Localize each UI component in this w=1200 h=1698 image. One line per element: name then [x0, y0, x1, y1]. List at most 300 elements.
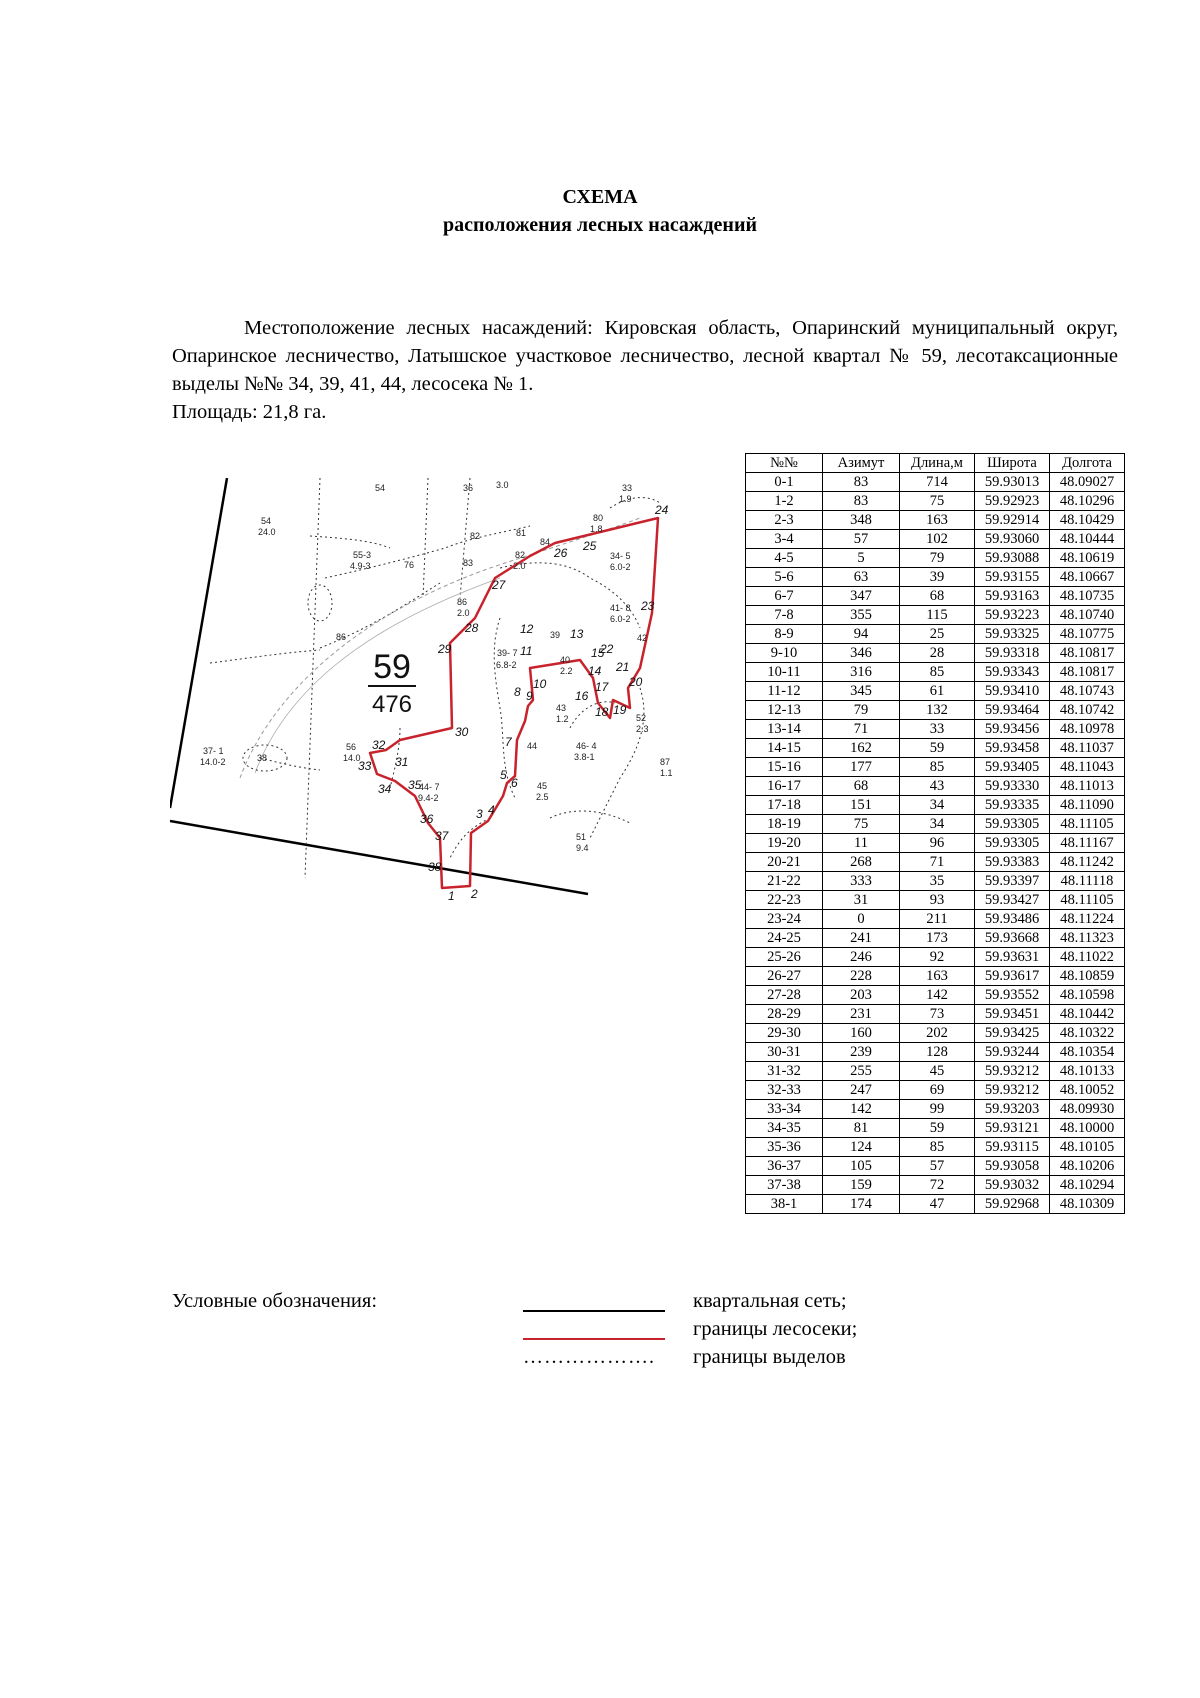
col-header-azimuth: Азимут [823, 454, 900, 473]
table-cell: 48.10817 [1050, 663, 1125, 682]
plot-label: 40 [560, 655, 571, 665]
plot-labels [200, 480, 673, 853]
plot-label: 46- 4 [576, 741, 597, 751]
table-row [746, 1081, 1125, 1100]
table-row [746, 473, 1125, 492]
plot-label: 76 [404, 560, 415, 570]
table-cell: 48.11022 [1050, 948, 1125, 967]
table-row [746, 758, 1125, 777]
table-cell: 48.10735 [1050, 587, 1125, 606]
table-cell: 57 [823, 530, 900, 549]
table-cell: 59.93223 [975, 606, 1050, 625]
legend-sample-black-line [523, 1310, 665, 1312]
table-cell: 48.11118 [1050, 872, 1125, 891]
table-cell: 59.93330 [975, 777, 1050, 796]
point-label: 12 [520, 622, 534, 636]
table-row [746, 777, 1125, 796]
table-cell: 151 [823, 796, 900, 815]
table-cell: 142 [823, 1100, 900, 1119]
table-cell: 59.93617 [975, 967, 1050, 986]
point-label: 33 [358, 759, 372, 773]
coordinates-table [745, 453, 1125, 1214]
table-cell: 48.10309 [1050, 1195, 1125, 1214]
table-cell: 5-6 [746, 568, 823, 587]
table-cell: 9-10 [746, 644, 823, 663]
plot-label: 33 [622, 483, 633, 493]
table-cell: 59.93486 [975, 910, 1050, 929]
table-cell: 48.10322 [1050, 1024, 1125, 1043]
table-cell: 333 [823, 872, 900, 891]
table-cell: 37-38 [746, 1176, 823, 1195]
point-label: 3 [476, 807, 483, 821]
table-row [746, 644, 1125, 663]
table-cell: 59.93397 [975, 872, 1050, 891]
table-cell: 59.93668 [975, 929, 1050, 948]
table-row [746, 796, 1125, 815]
table-cell: 102 [900, 530, 975, 549]
plot-label: 54 [261, 516, 272, 526]
table-cell: 28 [900, 644, 975, 663]
table-row [746, 1100, 1125, 1119]
table-cell: 2-3 [746, 511, 823, 530]
plot-label: 4.9-3 [350, 561, 371, 571]
table-cell: 68 [900, 587, 975, 606]
table-cell: 124 [823, 1138, 900, 1157]
table-cell: 13-14 [746, 720, 823, 739]
table-row [746, 834, 1125, 853]
point-label: 29 [438, 642, 452, 656]
doc-subtitle: расположения лесных насаждений [442, 214, 758, 236]
table-row [746, 530, 1125, 549]
table-cell: 11-12 [746, 682, 823, 701]
point-label: 8 [514, 685, 521, 699]
table-cell: 59.93456 [975, 720, 1050, 739]
legend-sample-red-line [523, 1338, 665, 1340]
point-label: 6 [511, 776, 518, 790]
col-header-number: №№ [746, 454, 823, 473]
table-header-row [746, 454, 1125, 473]
point-label: 13 [570, 627, 584, 641]
table-cell: 48.10294 [1050, 1176, 1125, 1195]
table-cell: 48.10354 [1050, 1043, 1125, 1062]
legend-title: Условные обозначения: [172, 1290, 378, 1312]
point-label: 21 [616, 660, 630, 674]
table-cell: 26-27 [746, 967, 823, 986]
point-label: 25 [583, 539, 597, 553]
table-cell: 12-13 [746, 701, 823, 720]
point-label: 34 [378, 782, 392, 796]
plot-label: 55-3 [353, 550, 372, 560]
table-cell: 11 [823, 834, 900, 853]
table-cell: 255 [823, 1062, 900, 1081]
table-cell: 38-1 [746, 1195, 823, 1214]
table-cell: 7-8 [746, 606, 823, 625]
point-label: 5 [500, 768, 507, 782]
table-cell: 5 [823, 549, 900, 568]
table-cell: 59.93305 [975, 834, 1050, 853]
table-cell: 163 [900, 967, 975, 986]
point-label: 10 [533, 677, 547, 691]
table-cell: 59.93325 [975, 625, 1050, 644]
table-cell: 59.93631 [975, 948, 1050, 967]
table-cell: 30-31 [746, 1043, 823, 1062]
point-label: 18 [595, 705, 609, 719]
table-cell: 48.11037 [1050, 739, 1125, 758]
table-cell: 85 [900, 758, 975, 777]
table-cell: 31-32 [746, 1062, 823, 1081]
table-cell: 48.09930 [1050, 1100, 1125, 1119]
table-cell: 48.09027 [1050, 473, 1125, 492]
col-header-latitude: Широта [975, 454, 1050, 473]
table-cell: 31 [823, 891, 900, 910]
table-cell: 48.10206 [1050, 1157, 1125, 1176]
table-cell: 48.11090 [1050, 796, 1125, 815]
point-label: 32 [372, 738, 386, 752]
plot-label: 1.2 [556, 714, 569, 724]
table-cell: 59 [900, 1119, 975, 1138]
table-cell: 25 [900, 625, 975, 644]
table-cell: 239 [823, 1043, 900, 1062]
table-cell: 79 [900, 549, 975, 568]
plot-label: 86 [336, 632, 347, 642]
table-row [746, 1157, 1125, 1176]
table-row [746, 948, 1125, 967]
table-cell: 18-19 [746, 815, 823, 834]
table-cell: 3-4 [746, 530, 823, 549]
table-cell: 132 [900, 701, 975, 720]
table-cell: 72 [900, 1176, 975, 1195]
table-cell: 79 [823, 701, 900, 720]
table-cell: 59.93013 [975, 473, 1050, 492]
table-cell: 48.10052 [1050, 1081, 1125, 1100]
table-cell: 0 [823, 910, 900, 929]
point-label: 1 [448, 889, 455, 903]
table-cell: 25-26 [746, 948, 823, 967]
table-row [746, 682, 1125, 701]
table-cell: 59.93203 [975, 1100, 1050, 1119]
table-cell: 48.11242 [1050, 853, 1125, 872]
table-cell: 23-24 [746, 910, 823, 929]
table-cell: 73 [900, 1005, 975, 1024]
table-row [746, 1024, 1125, 1043]
table-cell: 48.10296 [1050, 492, 1125, 511]
table-row [746, 739, 1125, 758]
table-cell: 83 [823, 492, 900, 511]
plot-label: 34- 5 [610, 551, 631, 561]
table-row [746, 701, 1125, 720]
table-row [746, 910, 1125, 929]
table-row [746, 549, 1125, 568]
table-cell: 247 [823, 1081, 900, 1100]
table-cell: 59.93058 [975, 1157, 1050, 1176]
quarter-area: 476 [371, 691, 413, 718]
table-cell: 92 [900, 948, 975, 967]
table-cell: 59.93343 [975, 663, 1050, 682]
legend-label: квартальная сеть; [693, 1290, 847, 1312]
table-cell: 59.93088 [975, 549, 1050, 568]
table-row [746, 606, 1125, 625]
table-cell: 1-2 [746, 492, 823, 511]
table-cell: 94 [823, 625, 900, 644]
point-label: 28 [465, 621, 479, 635]
table-cell: 59.93410 [975, 682, 1050, 701]
table-cell: 48.10619 [1050, 549, 1125, 568]
table-cell: 48.10817 [1050, 644, 1125, 663]
table-cell: 39 [900, 568, 975, 587]
table-cell: 347 [823, 587, 900, 606]
table-cell: 43 [900, 777, 975, 796]
table-body [746, 473, 1125, 1214]
plot-label: 2.0 [513, 561, 526, 571]
table-cell: 33 [900, 720, 975, 739]
table-cell: 246 [823, 948, 900, 967]
point-label: 30 [455, 725, 469, 739]
table-row [746, 720, 1125, 739]
table-row [746, 853, 1125, 872]
plot-label: 2.2 [560, 666, 573, 676]
table-row [746, 986, 1125, 1005]
table-cell: 714 [900, 473, 975, 492]
table-cell: 17-18 [746, 796, 823, 815]
table-cell: 48.10444 [1050, 530, 1125, 549]
table-cell: 48.10133 [1050, 1062, 1125, 1081]
plot-label: 81 [516, 528, 527, 538]
plot-label: 44 [527, 741, 538, 751]
table-cell: 59.93451 [975, 1005, 1050, 1024]
plot-label: 2.5 [536, 792, 549, 802]
plot-label: 84 [540, 537, 551, 547]
title-block [0, 183, 1200, 239]
table-cell: 35-36 [746, 1138, 823, 1157]
area-text: Площадь: 21,8 га. [172, 401, 327, 423]
table-cell: 59.93552 [975, 986, 1050, 1005]
table-cell: 115 [900, 606, 975, 625]
table-cell: 346 [823, 644, 900, 663]
forest-map [170, 478, 700, 903]
table-cell: 177 [823, 758, 900, 777]
plot-label: 80 [593, 513, 604, 523]
table-row [746, 1176, 1125, 1195]
table-cell: 69 [900, 1081, 975, 1100]
plot-label: 3.8-1 [574, 752, 595, 762]
point-label: 15 [591, 646, 605, 660]
point-label: 31 [395, 755, 409, 769]
plot-label: 87 [660, 757, 671, 767]
table-cell: 59.93427 [975, 891, 1050, 910]
table-row [746, 967, 1125, 986]
table-cell: 59.93121 [975, 1119, 1050, 1138]
table-cell: 19-20 [746, 834, 823, 853]
table-row [746, 815, 1125, 834]
table-cell: 59.93155 [975, 568, 1050, 587]
table-row [746, 1043, 1125, 1062]
point-label: 9 [526, 689, 533, 703]
table-cell: 163 [900, 511, 975, 530]
table-cell: 16-17 [746, 777, 823, 796]
plot-label: 37- 1 [203, 746, 224, 756]
table-cell: 59.93335 [975, 796, 1050, 815]
col-header-length: Длина,м [900, 454, 975, 473]
table-cell: 75 [823, 815, 900, 834]
table-cell: 48.10743 [1050, 682, 1125, 701]
point-label: 37 [435, 829, 449, 843]
plot-label: 42 [637, 633, 648, 643]
point-label: 27 [492, 578, 506, 592]
table-cell: 348 [823, 511, 900, 530]
table-cell: 14-15 [746, 739, 823, 758]
table-cell: 59.93060 [975, 530, 1050, 549]
table-row [746, 1195, 1125, 1214]
plot-label: 6.8-2 [496, 660, 517, 670]
table-cell: 48.11105 [1050, 891, 1125, 910]
table-cell: 59.93212 [975, 1062, 1050, 1081]
table-cell: 202 [900, 1024, 975, 1043]
table-cell: 68 [823, 777, 900, 796]
point-label: 19 [613, 703, 627, 717]
table-cell: 48.11105 [1050, 815, 1125, 834]
table-cell: 59.93383 [975, 853, 1050, 872]
table-cell: 59.93032 [975, 1176, 1050, 1195]
table-cell: 75 [900, 492, 975, 511]
table-cell: 48.10442 [1050, 1005, 1125, 1024]
table-cell: 93 [900, 891, 975, 910]
table-cell: 59.93163 [975, 587, 1050, 606]
table-cell: 105 [823, 1157, 900, 1176]
plot-label: 56 [346, 742, 357, 752]
legend-label: границы лесосеки; [693, 1318, 858, 1340]
table-row [746, 492, 1125, 511]
table-cell: 48.10429 [1050, 511, 1125, 530]
point-label: 17 [595, 680, 609, 694]
plot-label: 1.9 [619, 494, 632, 504]
plot-label: 24.0 [258, 527, 276, 537]
legend-sample-dotted-line: ………………. [523, 1346, 655, 1368]
point-label: 2 [471, 887, 478, 901]
table-cell: 15-16 [746, 758, 823, 777]
table-cell: 27-28 [746, 986, 823, 1005]
plot-label: 38 [257, 753, 268, 763]
table-cell: 57 [900, 1157, 975, 1176]
table-cell: 316 [823, 663, 900, 682]
table-cell: 20-21 [746, 853, 823, 872]
table-cell: 142 [900, 986, 975, 1005]
point-label: 7 [505, 735, 512, 749]
table-cell: 160 [823, 1024, 900, 1043]
plot-label: 6.0-2 [610, 562, 631, 572]
plot-label: 52 [636, 713, 647, 723]
location-paragraph [172, 314, 1118, 398]
plot-label: 51 [576, 832, 587, 842]
table-cell: 59 [900, 739, 975, 758]
table-row [746, 663, 1125, 682]
doc-title: СХЕМА [562, 186, 638, 208]
table-cell: 173 [900, 929, 975, 948]
table-cell: 28-29 [746, 1005, 823, 1024]
point-label: 14 [588, 664, 602, 678]
table-cell: 159 [823, 1176, 900, 1195]
table-cell: 61 [900, 682, 975, 701]
plot-label: 9.4-2 [418, 793, 439, 803]
table-row [746, 1062, 1125, 1081]
table-cell: 59.93458 [975, 739, 1050, 758]
point-label: 36 [420, 812, 434, 826]
table-row [746, 872, 1125, 891]
table-cell: 48.11224 [1050, 910, 1125, 929]
table-cell: 59.93464 [975, 701, 1050, 720]
table-cell: 59.93115 [975, 1138, 1050, 1157]
point-label: 4 [488, 803, 495, 817]
table-cell: 59.93318 [975, 644, 1050, 663]
point-label: 23 [641, 599, 655, 613]
point-label: 38 [428, 860, 442, 874]
plot-label: 86 [457, 597, 468, 607]
point-label: 24 [655, 503, 669, 517]
quarter-label [368, 648, 416, 718]
plot-label: 41- 8 [610, 603, 631, 613]
table-cell: 59.93244 [975, 1043, 1050, 1062]
plot-label: 45 [537, 781, 548, 791]
table-cell: 32-33 [746, 1081, 823, 1100]
table-cell: 48.11013 [1050, 777, 1125, 796]
table-row [746, 1119, 1125, 1138]
table-row [746, 891, 1125, 910]
point-label: 35 [408, 778, 422, 792]
table-cell: 85 [900, 1138, 975, 1157]
table-cell: 48.11323 [1050, 929, 1125, 948]
table-cell: 8-9 [746, 625, 823, 644]
table-cell: 48.10105 [1050, 1138, 1125, 1157]
table-row [746, 1005, 1125, 1024]
table-cell: 231 [823, 1005, 900, 1024]
table-cell: 48.11043 [1050, 758, 1125, 777]
plot-label: 54 [375, 483, 386, 493]
table-cell: 34 [900, 815, 975, 834]
point-label: 26 [554, 546, 568, 560]
plot-label: 43 [556, 703, 567, 713]
table-cell: 29-30 [746, 1024, 823, 1043]
plot-label: 6.0-2 [610, 614, 631, 624]
table-cell: 128 [900, 1043, 975, 1062]
table-row [746, 587, 1125, 606]
table-row [746, 1138, 1125, 1157]
table-cell: 36-37 [746, 1157, 823, 1176]
table-cell: 268 [823, 853, 900, 872]
legend-label: границы выделов [693, 1346, 846, 1368]
table-row [746, 929, 1125, 948]
table-cell: 22-23 [746, 891, 823, 910]
table-cell: 34-35 [746, 1119, 823, 1138]
table-cell: 48.10740 [1050, 606, 1125, 625]
table-row [746, 511, 1125, 530]
table-cell: 59.92914 [975, 511, 1050, 530]
table-cell: 45 [900, 1062, 975, 1081]
plot-86-outline [308, 585, 332, 621]
table-cell: 33-34 [746, 1100, 823, 1119]
plot-label: 44- 7 [419, 782, 440, 792]
table-cell: 21-22 [746, 872, 823, 891]
table-cell: 174 [823, 1195, 900, 1214]
table-cell: 71 [900, 853, 975, 872]
table-cell: 63 [823, 568, 900, 587]
table-cell: 48.10978 [1050, 720, 1125, 739]
table-cell: 48.10000 [1050, 1119, 1125, 1138]
table-cell: 96 [900, 834, 975, 853]
table-row [746, 568, 1125, 587]
plot-label: 2.3 [636, 724, 649, 734]
table-cell: 47 [900, 1195, 975, 1214]
table-row [746, 625, 1125, 644]
table-cell: 345 [823, 682, 900, 701]
